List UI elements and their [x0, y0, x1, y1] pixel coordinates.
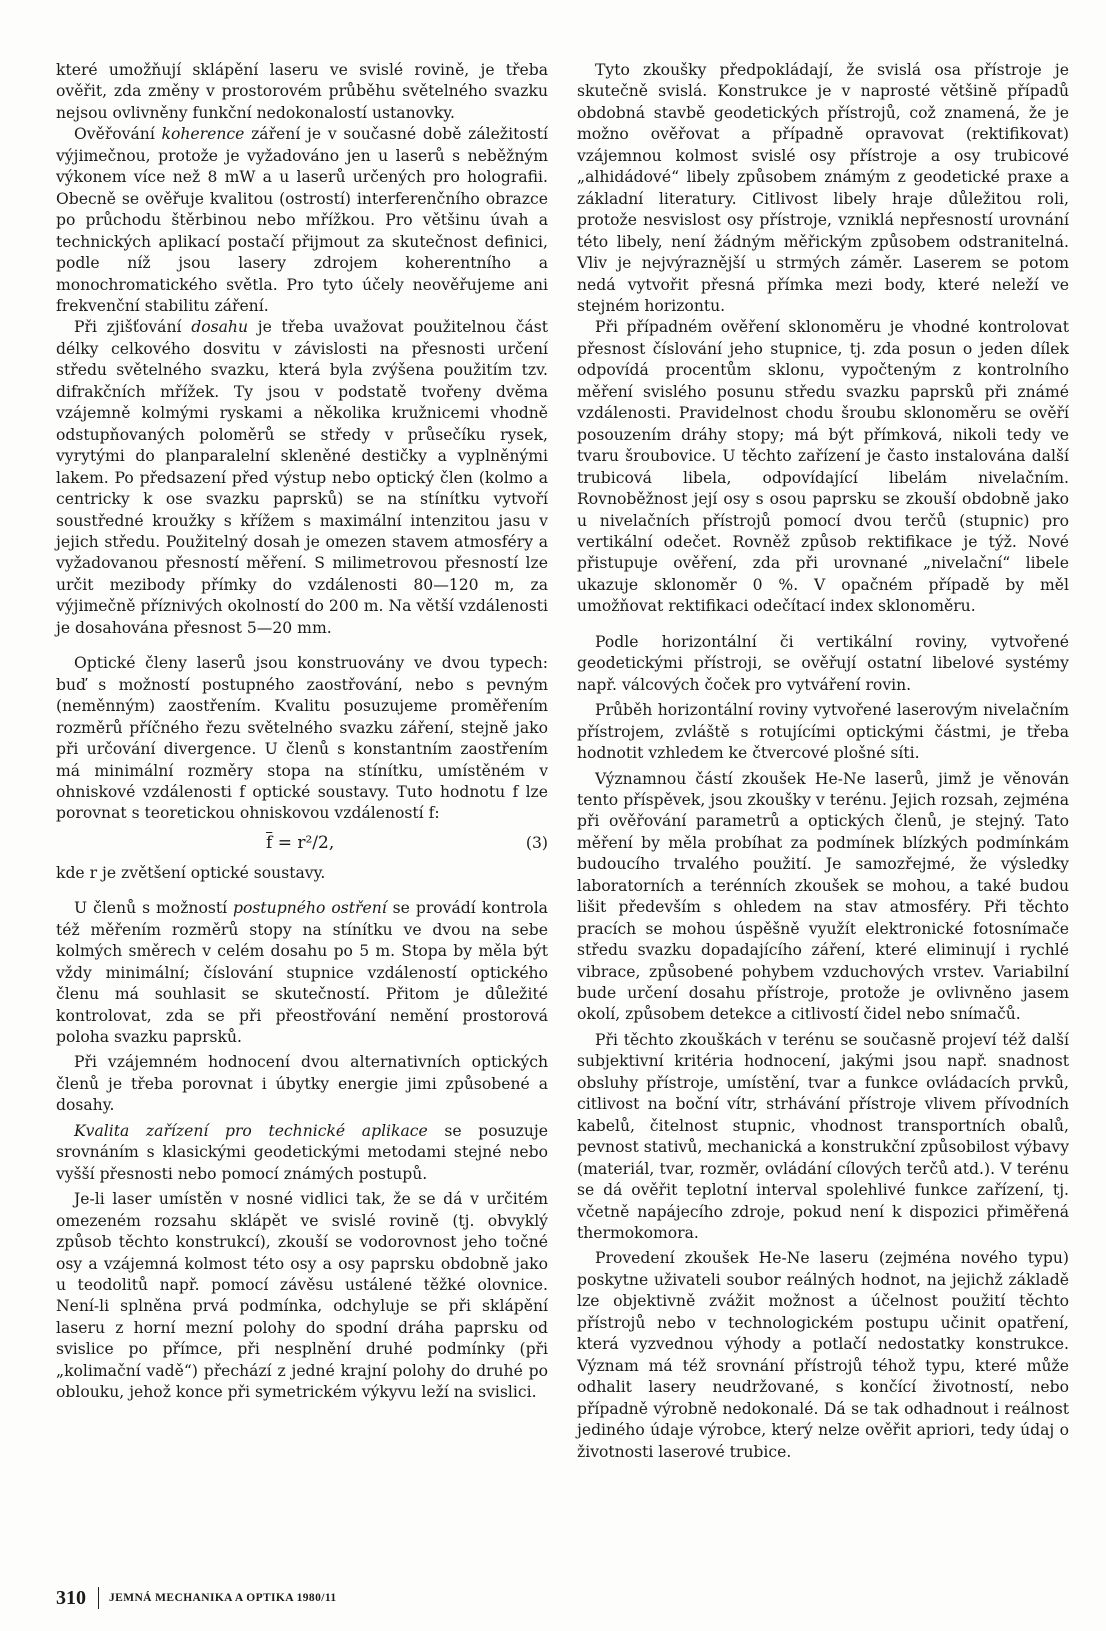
emphasis-quality: Kvalita zařízení pro technické aplikace	[74, 1121, 428, 1140]
paragraph-levels: Podle horizontální či vertikální roviny, vytvořené geodetickými přístroji, se ověřují ostatní libelové systémy např. válcových čoček pro vytváření rovin.	[577, 632, 1069, 694]
paragraph: Tyto zkoušky předpokládají, že svislá osa přístroje je skutečně svislá. Konstrukce je v naprosté většině případů obdobná stavbě geodetických přístrojů, což znamená, že je možno ověřovat a případně opravovat (rektifikovat) vzájemnou kolmost svislé osy přístroje a osy trubicové „alhidádové“ libely způsobem známým z geodetické praxe a základní literatury. Citlivost libely hraje důležitou roli, protože nesvislost osy přístroje, vzniklá nepřesností urovnání této libely, není žádným měřickým způsobem odstranitelná. Vliv je nejvýraznější u strmých záměr. Laserem se potom nedá vytvořit přesná přímka mezi body, které neleží ve stejném horizontu.	[577, 61, 1069, 315]
equation-3	[56, 827, 548, 863]
equation-expression: $\overline{f} = r^2/2$,	[266, 832, 335, 853]
paragraph-optical-members: Optické členy laserů jsou konstruovány ve dvou typech: buď s možností postupného zaostřování, nebo s pevným (neměnným) zaostřením. Kvalitu posuzujeme proměřením rozměrů příčného řezu světelného svazku záření, stejně jako při určování divergence. U členů s konstantním zaostřením má minimální rozměry stopa na stínítku, umístěném v ohniskové vzdálenosti f optické soustavy. Tuto hodnotu f lze porovnat s teoretickou ohniskovou vzdáleností f:	[56, 654, 548, 823]
paragraph-range: Při zjišťování dosahu je třeba uvažovat použitelnou část délky celkového dosvitu v závislosti na přesnosti určení středu světelného svazku, která byla zvýšena použitím tzv. difrakčních mřížek. Ty jsou v podstatě tvořeny dvěma vzájemně kolmými ryskami a několika kružnicemi vhodně odstupňovaných poloměrů se středy v průsečíku rysek, vyrytými do planparalelní skleněné destičky a vyplněnými lakem. Po předsazení před výstup nebo optický člen (kolmo a centricky k ose svazku paprsků) se na stínítku vytvoří soustředné kroužky s křížem s maximální intenzitou jasu v jejich středu. Použitelný dosah je omezen stavem atmosféry a vyžadovanou přesností měření. S milimetrovou přesností lze určit mezibody přímky do vzdálenosti 80—120 m, za výjimečně příznivých okolností do 200 m. Na větší vzdálenosti je dosahována přesnost 5—20 mm.	[56, 318, 548, 637]
emphasis-range: dosahu	[191, 318, 249, 337]
paragraph-fork-mount: Je-li laser umístěn v nosné vidlici tak, že se dá v určitém omezeném rozsahu sklápět ve svislé rovině (tj. obvyklý způsob těchto konstrukcí), zkouší se vodorovnost jeho točné osy a vzájemná kolmost této osy a osy paprsku obdobně jako u teodolitů např. pomocí závěsu ustálené těžké olovnice. Není-li splněna prvá podmínka, odchyluje se při sklápění laseru z horní mezní polohy do spodní dráha paprsku od svislice po přímce, při nesplnění druhé podmínky (při „kolimační vadě“) přechází z jedné krajní polohy do druhé po oblouku, jehož konce při symetrickém výkyvu leží na svislici.	[56, 1190, 548, 1402]
emphasis-focusing: postupného ostření	[233, 899, 387, 918]
paragraph-focusing: U členů s možností postupného ostření se provádí kontrola též měřením rozměrů stopy na stínítku ve dvou na sebe kolmých směrech v celém dosahu po 5 m. Stopa by měla být vždy minimální; číslování stupnice vzdáleností optického členu má souhlasit se skutečností. Přitom je důležité kontrolovat, zda se při přeostřování nemění prostorová poloha svazku paprsků.	[56, 899, 548, 1047]
page-footer	[56, 1586, 337, 1610]
journal-name: JEMNÁ MECHANIKA A OPTIKA 1980/11	[109, 1592, 337, 1604]
right-column	[577, 60, 1069, 1463]
paragraph-where: kde r je zvětšení optické soustavy.	[56, 863, 326, 882]
paragraph-subjective-criteria: Při těchto zkouškách v terénu se současně projeví též další subjektivní kritéria hodnocení, jakými jsou např. snadnost obsluhy přístroje, umístění, tvar a funkce ovládacích prvků, citlivost na boční vítr, strhávání přístroje vlivem přívodních kabelů, čitelnost stupnic, vhodnost transportních obalů, pevnost stativů, mechanická a konstrukční způsobilost výbavy (materiál, tvar, rozměr, ovládání cílových terčů atd.). V terénu se dá ověřit teplotní interval spolehlivé funkce zařízení, tj. včetně napájecího zdroje, pokud není k dispozici přiměřená thermokomora.	[577, 1030, 1069, 1243]
page-number: 310	[56, 1586, 86, 1609]
footer-divider	[98, 1587, 99, 1609]
paragraph: které umožňují sklápění laseru ve svislé rovině, je třeba ověřit, zda změny v prostorovém průběhu světelného svazku nejsou ovlivněny funkční nedokonalostí ustanovky.	[56, 61, 548, 122]
paragraph-coherence: Ověřování koherence záření je v současné době záležitostí výjimečnou, protože je vyžadováno jen u laserů s neběžným výkonem více než 8 mW a u laserů určených pro holografii. Obecně se ověřuje kvalitou (ostrostí) interferenčního obrazce po průchodu štěrbinou nebo mřížkou. Pro většinu úvah a technických aplikací postačí přijmout za skutečnost definici, podle níž jsou lasery zdrojem koherentního a monochromatického světla. Pro tyto účely neověřujeme ani frekvenční stabilitu záření.	[56, 125, 549, 315]
paragraph-field-tests: Významnou částí zkoušek He-Ne laserů, jimž je věnován tento příspěvek, jsou zkoušky v terénu. Jejich rozsah, zejména při ověřování parametrů a optických členů, je stejný. Tato měření by měla probíhat za podmínek blízkých podmínkám budoucího trvalého použití. Je samozřejmé, že výsledky laboratorních a terénních zkoušek se mohou, a také budou lišit především s ohledem na stav atmosféry. Při těchto pracích se mohou úspěšně využít elektronické fotosnímače středu svazku dopadajícího záření, které eliminují i rychlé vibrace, způsobené pohybem vzduchových vrstev. Variabilní bude určení dosahu přístroje, protože je ovlivněno jasem okolí, způsobem detekce a citlivostí čidel nebo snímačů.	[577, 769, 1069, 1024]
left-column	[56, 60, 548, 1404]
equation-number: (3)	[525, 833, 548, 852]
emphasis-coherence: koherence	[161, 125, 245, 144]
paragraph-quality: Kvalita zařízení pro technické aplikace se posuzuje srovnáním s klasickými geodetickými metodami stejné nebo vyšší přesnosti nebo pomocí známých postupů.	[56, 1121, 548, 1183]
paragraph-conclusion: Provedení zkoušek He-Ne laseru (zejména nového typu) poskytne uživateli soubor reálných hodnot, na jejichž základě lze objektivně zvážit možnost a účelnost použití těchto přístrojů nebo v technologickém postupu učinit opatření, která vyzvednou výhody a potlačí nedostatky konstrukce. Význam má též srovnání přístrojů téhož typu, které může odhalit lasery neudržované, s končící životností, nebo případně výrobně nedokonalé. Dá se tak odhadnout i reálnost jediného údaje výrobce, který nelze ověřit apriori, tedy údaj o životnosti laserové trubice.	[577, 1249, 1069, 1461]
paragraph-comparison: Při vzájemném hodnocení dvou alternativních optických členů je třeba porovnat i úbytky energie jimi způsobené a dosahy.	[56, 1053, 548, 1115]
paragraph-horizontal-plane: Průběh horizontální roviny vytvořené laserovým nivelačním přístrojem, zvláště s rotujícími optickými částmi, je třeba hodnotit vzhledem ke čtvercové plošné síti.	[577, 701, 1069, 763]
paragraph-inclinometer: Při případném ověření sklonoměru je vhodné kontrolovat přesnost číslování jeho stupnice, tj. zda posun o jeden dílek odpovídá procentům sklonu, vypočteným z kontrolního měření svislého posunu středu svazku paprsků při známé vzdálenosti. Pravidelnost chodu šroubu sklonoměru se ověří posouzením dráhy stopy; má být přímková, nikoli tedy ve tvaru šroubovice. U těchto zařízení je často instalována další trubicová libela, odpovídající libelám nivelačním. Rovnoběžnost její osy s osou paprsku se zkouší obdobně jako u nivelačních přístrojů pomocí dvou terčů (stupnic) pro vertikální odečet. Rovněž způsob rektifikace je týž. Nové přistupuje ověření, zda při urovnané „nivelační“ libele ukazuje sklonoměr 0 %. V opačném případě by měl umožňovat rektifikaci odečítací index sklonoměru.	[577, 318, 1069, 616]
